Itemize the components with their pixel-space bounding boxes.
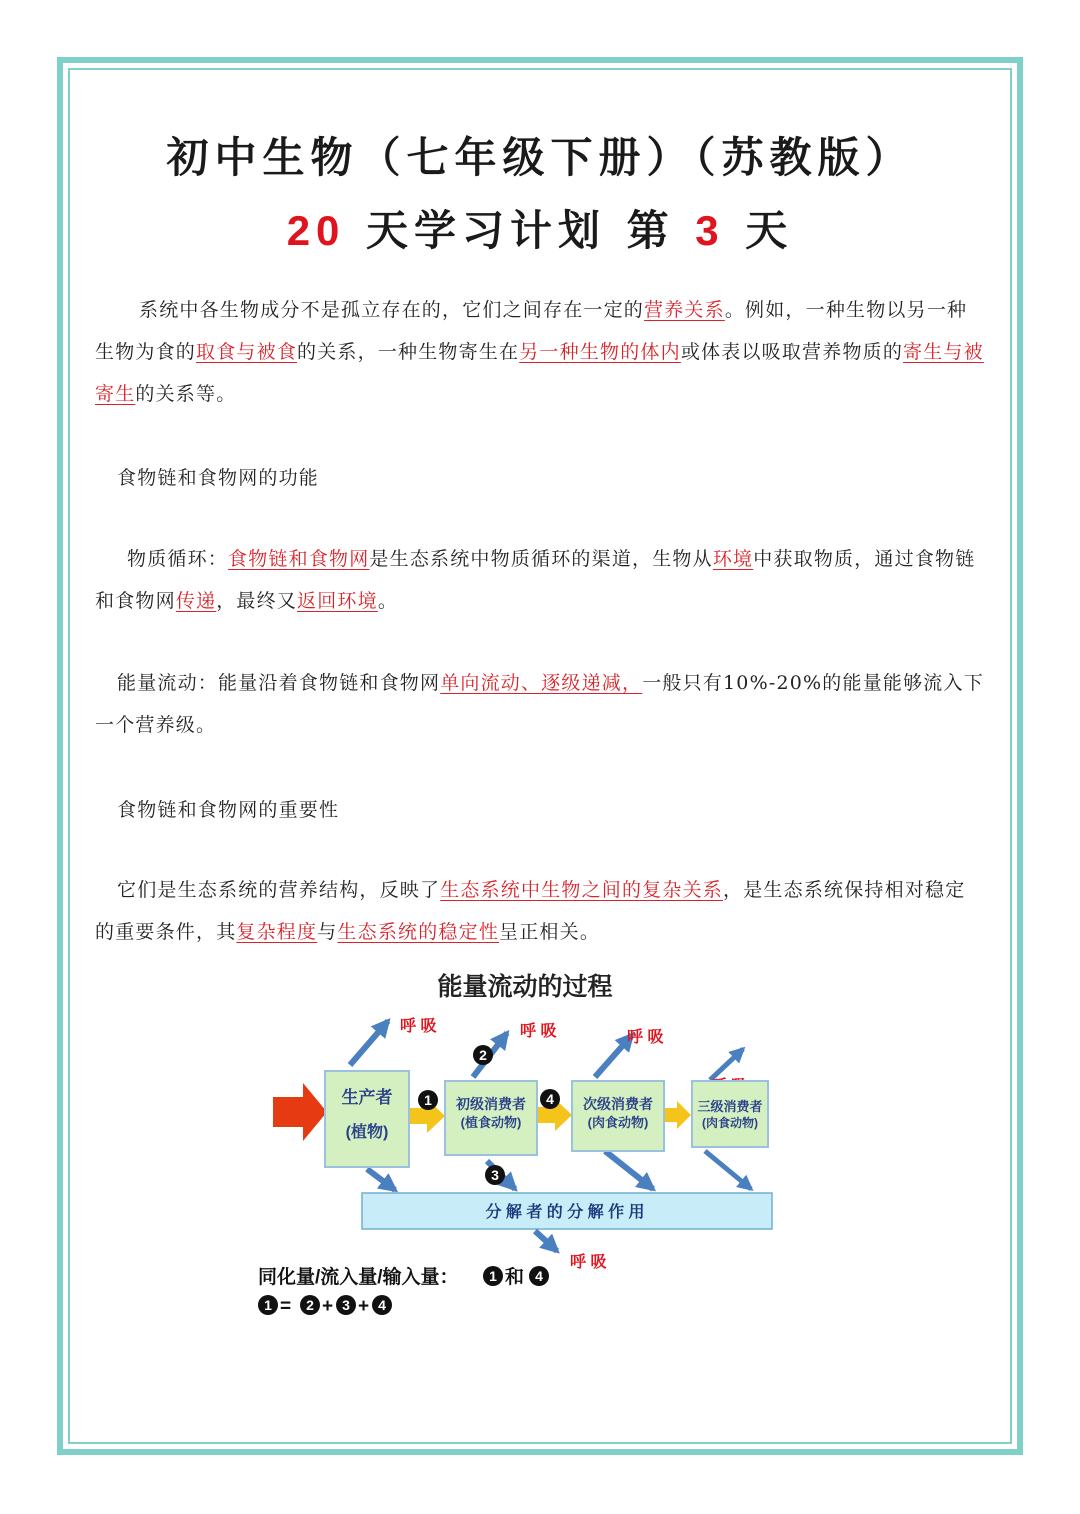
sunlight-input-arrow bbox=[273, 1083, 327, 1141]
formula-2-num-1: 1 bbox=[264, 1297, 272, 1313]
formula-1-num-b: 4 bbox=[535, 1268, 543, 1284]
decomposer-respiration-label: 呼 吸 bbox=[570, 1254, 607, 1271]
formula-2-num-4: 4 bbox=[378, 1297, 386, 1313]
p1-text-3: 的关系，一种生物寄生在 bbox=[297, 341, 520, 363]
number-2: 2 bbox=[479, 1047, 487, 1063]
tertiary-consumer-box bbox=[692, 1081, 768, 1147]
formula-2-plus-1: + bbox=[322, 1296, 334, 1317]
decomposer-label: 分 解 者 的 分 解 作 用 bbox=[485, 1204, 645, 1221]
producer-to-decomposer-arrow bbox=[367, 1169, 395, 1190]
producer-sub-label: (植物) bbox=[345, 1124, 389, 1141]
p4-text-1: 它们是生态系统的营养结构，反映了 bbox=[117, 879, 441, 901]
formula-2-num-3: 3 bbox=[342, 1297, 350, 1313]
p3-text-1: 能量流动：能量沿着食物链和食物网 bbox=[117, 672, 441, 694]
primary-consumer-label: 初级消费者 bbox=[456, 1096, 526, 1112]
p1-text-2: 。例如，一种生物以另一种生物为食的 bbox=[95, 299, 968, 363]
tertiary-consumer-label: 三级消费者 bbox=[697, 1099, 763, 1114]
total-days: 20 bbox=[286, 207, 346, 254]
subtitle-end: 天 bbox=[745, 206, 794, 255]
p1-key-1: 营养关系 bbox=[644, 299, 725, 321]
tertiary-consumer-sub-label: (肉食动物) bbox=[702, 1116, 758, 1130]
decomposer-respiration-arrow bbox=[535, 1231, 557, 1251]
p3-key-1: 单向流动、逐级递减， bbox=[440, 672, 643, 694]
secondary-consumer-sub-label: (肉食动物) bbox=[587, 1115, 649, 1130]
formula-1-and: 和 bbox=[505, 1267, 525, 1288]
paragraph-nutrition-relations bbox=[95, 289, 985, 415]
secondary-to-tertiary-arrow bbox=[665, 1101, 691, 1129]
p1-key-2: 取食与被食 bbox=[196, 341, 298, 363]
p4-text-4: 呈正相关。 bbox=[499, 921, 601, 943]
paragraph-material-cycle bbox=[95, 538, 985, 622]
p3-text-2: 一般只有10%-20%的能量能够流入下一个营养级。 bbox=[95, 672, 984, 736]
p1-key-4: 寄生与被寄生 bbox=[95, 341, 984, 405]
p2-text-4: ，最终又 bbox=[216, 590, 298, 612]
paragraph-energy-flow bbox=[95, 662, 985, 746]
p4-text-2: ，是生态系统保持相对稳定的重要条件，其 bbox=[95, 879, 966, 943]
heading-function: 食物链和食物网的功能 bbox=[117, 467, 320, 489]
p4-text-3: 与 bbox=[317, 921, 338, 943]
producer-box bbox=[325, 1071, 409, 1167]
p2-text-2: 是生态系统中物质循环的渠道，生物从 bbox=[369, 548, 713, 570]
p4-key-2: 复杂程度 bbox=[236, 921, 318, 943]
number-1: 1 bbox=[424, 1092, 432, 1108]
tertiary-respiration-arrow bbox=[710, 1049, 743, 1080]
p2-text-3: 中获取物质，通过食物链和食物网 bbox=[95, 548, 976, 612]
heading-importance: 食物链和食物网的重要性 bbox=[117, 799, 340, 821]
p2-key-4: 返回环境 bbox=[297, 590, 378, 612]
diagram-title: 能量流动的过程 bbox=[437, 973, 613, 1001]
p1-text-1: 系统中各生物成分不是孤立存在的，它们之间存在一定的 bbox=[139, 299, 645, 321]
number-4: 4 bbox=[546, 1091, 554, 1107]
p1-key-3: 另一种生物的体内 bbox=[519, 341, 681, 363]
tertiary-to-decomposer-arrow bbox=[705, 1151, 751, 1189]
number-3: 3 bbox=[491, 1167, 499, 1183]
formula-2-num-2: 2 bbox=[306, 1297, 314, 1313]
page-subtitle bbox=[0, 198, 1080, 258]
formula-2-plus-2: + bbox=[358, 1296, 370, 1317]
formula-1-num-a: 1 bbox=[489, 1268, 497, 1284]
p2-key-3: 传递 bbox=[175, 590, 217, 612]
producer-respiration-label: 呼 吸 bbox=[400, 1018, 437, 1035]
secondary-to-decomposer-arrow bbox=[605, 1151, 653, 1189]
day-number: 3 bbox=[695, 207, 725, 254]
formula-1-label: 同化量/流入量/输入量： bbox=[258, 1267, 459, 1288]
subtitle-mid: 天学习计划 第 bbox=[366, 206, 675, 255]
secondary-respiration-label: 呼 吸 bbox=[627, 1029, 664, 1046]
primary-consumer-sub-label: (植食动物) bbox=[460, 1115, 522, 1130]
p4-key-1: 生态系统中生物之间的复杂关系 bbox=[440, 879, 724, 901]
p2-key-2: 环境 bbox=[712, 548, 754, 570]
formula-2-equals: = bbox=[280, 1296, 292, 1317]
producer-label: 生产者 bbox=[341, 1088, 393, 1107]
p2-key-1: 食物链和食物网 bbox=[228, 548, 370, 570]
paragraph-importance bbox=[95, 869, 985, 953]
producer-respiration-arrow bbox=[350, 1021, 388, 1065]
p2-text-5: 。 bbox=[377, 590, 399, 612]
energy-flow-diagram bbox=[255, 965, 795, 1335]
secondary-consumer-label: 次级消费者 bbox=[583, 1096, 653, 1112]
page-title: 初中生物（七年级下册）（苏教版） bbox=[166, 133, 914, 182]
p1-text-4: 或体表以吸取营养物质的 bbox=[680, 341, 904, 363]
p2-text-1: 物质循环： bbox=[127, 548, 229, 570]
p4-key-3: 生态系统的稳定性 bbox=[337, 921, 500, 943]
primary-respiration-label: 呼 吸 bbox=[520, 1023, 557, 1040]
p1-text-5: 的关系等。 bbox=[135, 383, 237, 405]
